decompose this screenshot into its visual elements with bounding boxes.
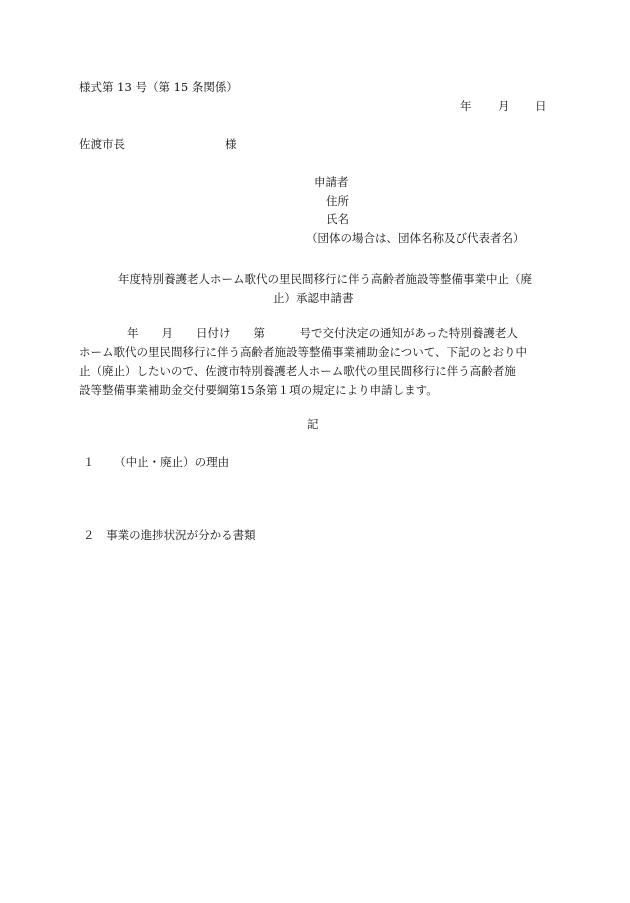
body-paragraph	[79, 324, 547, 400]
item-1-number: １	[83, 455, 95, 469]
item-2-number: ２	[83, 528, 95, 542]
body-line-1: 年 月 日付け 第 号で交付決定の通知があった特別養護老人	[127, 326, 518, 340]
addressee-name: 佐渡市長	[79, 137, 125, 151]
date-day: 日	[535, 99, 547, 113]
applicant-label: 申請者	[314, 175, 349, 189]
ki-heading: 記	[307, 417, 319, 431]
body-line-3: 止（廃止）したいので、佐渡市特別養護老人ホーム歌代の里民間移行に伴う高齢者施	[79, 364, 516, 378]
title-line-2: 止）承認申請書	[273, 291, 354, 305]
date-month: 月	[498, 99, 510, 113]
item-1-text: （中止・廃止）の理由	[114, 455, 230, 469]
item-2	[83, 530, 256, 542]
applicant-name: 氏名	[326, 212, 349, 226]
applicant-address: 住所	[326, 194, 349, 208]
body-line-2: ホーム歌代の里民間移行に伴う高齢者施設等整備事業補助金について、下記のとおり中	[79, 345, 528, 359]
addressee-honorific: 様	[225, 137, 237, 151]
applicant-note: （団体の場合は、団体名称及び代表者名）	[306, 231, 525, 245]
date-year: 年	[460, 99, 472, 113]
form-number: 様式第 13 号（第 15 条関係）	[79, 80, 238, 94]
item-2-text: 事業の進捗状況が分かる書類	[106, 528, 256, 542]
document-title	[118, 270, 532, 308]
title-line-1: 年度特別養護老人ホーム歌代の里民間移行に伴う高齢者施設等整備事業中止（廃	[118, 272, 532, 286]
body-line-4: 設等整備事業補助金交付要綱第15条第１項の規定により申請します。	[79, 383, 438, 397]
item-1	[83, 457, 229, 469]
